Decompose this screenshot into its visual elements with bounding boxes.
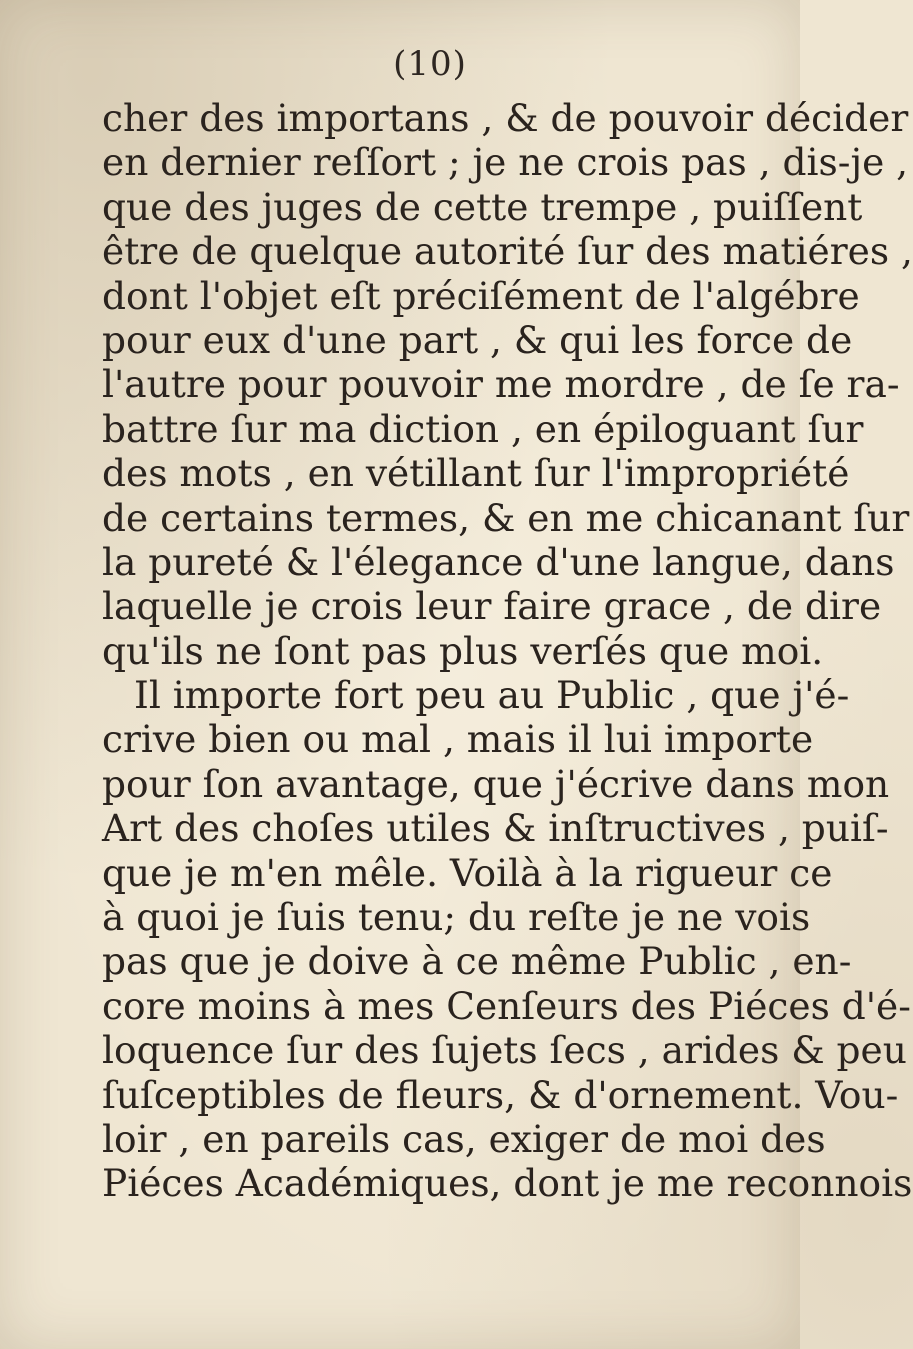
text-line: la pureté & l'élegance d'une langue, dans [102,539,895,584]
text-line: que je m'en mêle. Voilà à la rigueur ce [102,850,833,895]
text-line: pour eux d'une part , & qui les force de [102,317,853,362]
body-text [102,96,913,1206]
text-line-paragraph-start: Il importe fort peu au Public , que j'é- [134,673,850,718]
text-line: en dernier reſſort ; je ne crois pas , dis-je , [102,140,909,185]
text-line: dont l'objet eſt préciſément de l'algébre [102,273,860,318]
text-line: l'autre pour pouvoir me mordre , de ſe ra- [102,362,900,407]
text-line: laquelle je crois leur faire grace , de dire [102,584,882,629]
text-line: battre ſur ma diction , en épiloguant ſur [102,406,864,451]
text-line: pour ſon avantage, que j'écrive dans mon [102,761,890,806]
text-line: ſuſceptibles de fleurs, & d'ornement. Vou- [102,1072,899,1117]
text-line: loquence ſur des ſujets ſecs , arides & peu [102,1028,907,1073]
text-line: être de quelque autorité ſur des matiéres , [102,229,913,274]
text-line: des mots , en vétillant ſur l'impropriété [102,451,850,496]
page-number: (10) [393,44,467,84]
text-line: pas que je doive à ce même Public , en- [102,939,852,984]
text-line: cher des importans , & de pouvoir décider [102,96,909,140]
text-line: que des juges de cette trempe , puiſſent [102,184,863,229]
text-line: de certains termes, & en me chicanant ſur [102,495,910,540]
text-line-paragraph-end: qu'ils ne ſont pas plus verſés que moi. [102,628,824,673]
text-line: Art des choſes utiles & inſtructives , puiſ- [102,806,889,851]
text-line: crive bien ou mal , mais il lui importe [102,717,814,762]
text-line: à quoi je ſuis tenu; du reſte je ne vois [102,895,811,940]
text-line: core moins à mes Cenſeurs des Piéces d'é- [102,983,911,1028]
text-line: Piéces Académiques, dont je me reconnois [102,1161,913,1206]
text-line: loir , en pareils cas, exiger de moi des [102,1116,826,1161]
